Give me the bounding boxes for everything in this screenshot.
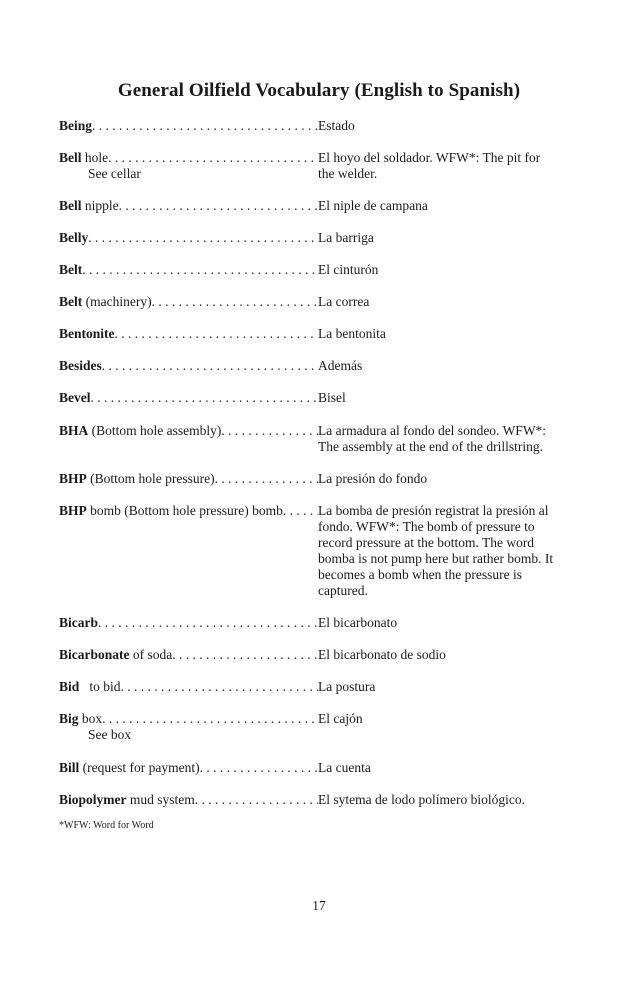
definition-line: fondo. WFW*: The bomb of pressure to [318, 519, 535, 534]
vocab-entry [59, 198, 579, 214]
spanish-definition [318, 615, 580, 631]
english-term [59, 326, 115, 342]
term-headword: Belt [59, 262, 83, 277]
spanish-definition [318, 150, 580, 182]
vocab-entry [59, 326, 579, 342]
vocab-entry [59, 262, 579, 278]
definition-line: bomba is not pump here but rather bomb. It [318, 551, 554, 566]
dot-leader [283, 503, 318, 599]
english-term [59, 679, 121, 695]
vocab-entry [59, 358, 579, 374]
footnote: *WFW: Word for Word [59, 820, 154, 831]
definition-line: La cuenta [318, 760, 371, 775]
term-qualifier: (machinery) [82, 294, 152, 309]
definition-line: La postura [318, 679, 376, 694]
vocab-entry [59, 471, 579, 487]
term-qualifier: of soda [129, 647, 173, 662]
spanish-definition [318, 760, 580, 776]
definition-line: La bentonita [318, 326, 386, 341]
dot-leader [200, 760, 318, 776]
term-qualifier: (Bottom hole assembly) [88, 423, 222, 438]
definition-line: La correa [318, 294, 370, 309]
english-term [59, 230, 88, 246]
spanish-definition [318, 294, 580, 310]
see-reference: See box [88, 727, 132, 742]
dot-leader [91, 390, 319, 406]
definition-line: The assembly at the end of the drillstring. [318, 439, 543, 454]
dot-leader [98, 615, 318, 631]
vocab-entry [59, 230, 579, 246]
dot-leader [221, 423, 318, 455]
english-term [59, 262, 82, 278]
definition-line: El bicarbonato de sodio [318, 647, 446, 662]
term-qualifier: hole [81, 150, 109, 165]
dot-leader [152, 294, 318, 310]
vocab-entry [59, 150, 579, 182]
definition-line: La presión do fondo [318, 471, 428, 486]
vocab-entry [59, 647, 579, 663]
dot-leader [119, 198, 318, 214]
vocab-entry [59, 711, 579, 743]
definition-line: the welder. [318, 166, 378, 181]
term-headword: Bevel [59, 390, 91, 405]
definition-line: captured. [318, 583, 368, 598]
term-headword: Besides [59, 358, 102, 373]
definition-line: Bisel [318, 390, 346, 405]
dot-leader [92, 118, 318, 134]
definition-line: El niple de campana [318, 198, 428, 213]
dot-leader [121, 679, 318, 695]
english-term [59, 647, 172, 663]
dot-leader [115, 326, 319, 342]
spanish-definition [318, 358, 580, 374]
english-term [59, 423, 221, 455]
dot-leader [88, 230, 318, 246]
english-term [59, 390, 91, 406]
spanish-definition [318, 679, 580, 695]
term-headword: Bill [59, 760, 80, 775]
spanish-definition [318, 792, 580, 808]
term-headword: Big [59, 711, 79, 726]
vocab-entry [59, 294, 579, 310]
dot-leader [102, 711, 318, 727]
term-qualifier: to bid [79, 679, 121, 694]
term-headword: Bicarbonate [59, 647, 130, 662]
english-term [59, 711, 102, 727]
definition-line: becomes a bomb when the pressure is [318, 567, 522, 582]
vocab-entry [59, 503, 579, 599]
spanish-definition [318, 198, 580, 214]
definition-line: El cajón [318, 711, 363, 726]
dot-leader [102, 358, 318, 374]
vocab-entry [59, 118, 579, 134]
english-term [59, 792, 195, 808]
dot-leader [215, 471, 318, 487]
term-headword: BHA [59, 423, 89, 438]
vocab-entry [59, 760, 579, 776]
term-headword: Bell [59, 150, 82, 165]
spanish-definition [318, 262, 580, 278]
english-term [59, 118, 92, 134]
spanish-definition [318, 390, 580, 406]
term-headword: Belt [59, 294, 83, 309]
definition-line: La armadura al fondo del sondeo. WFW*: [318, 423, 547, 438]
definition-line: La barriga [318, 230, 374, 245]
term-qualifier: (Bottom hole pressure) [86, 471, 215, 486]
vocab-entry [59, 792, 579, 808]
vocab-entry [59, 679, 579, 695]
term-headword: BHP [59, 471, 87, 486]
spanish-definition [318, 230, 580, 246]
term-headword: Being [59, 118, 93, 133]
term-headword: Belly [59, 230, 89, 245]
definition-line: record pressure at the bottom. The word [318, 535, 535, 550]
vocab-entry [59, 390, 579, 406]
definition-line: La bomba de presión registrat la presión al [318, 503, 549, 518]
term-qualifier: mud system [126, 792, 195, 807]
definition-line: El bicarbonato [318, 615, 398, 630]
dot-leader [195, 792, 318, 808]
spanish-definition [318, 503, 580, 599]
term-qualifier: box [78, 711, 103, 726]
term-headword: Bell [59, 198, 82, 213]
definition-line: Estado [318, 118, 355, 133]
term-qualifier: (request for payment) [79, 760, 200, 775]
page-title: General Oilfield Vocabulary (English to Spanish) [117, 80, 521, 101]
term-headword: BHP [59, 503, 87, 518]
spanish-definition [318, 471, 580, 487]
term-headword: Bentonite [59, 326, 115, 341]
term-qualifier: bomb (Bottom hole pressure) bomb [86, 503, 283, 518]
spanish-definition [318, 326, 580, 342]
page-number: 17 [312, 898, 326, 913]
english-term [59, 471, 215, 487]
english-term [59, 615, 98, 631]
english-term [59, 760, 200, 776]
dot-leader [172, 647, 318, 663]
english-term [59, 503, 283, 599]
dot-leader [82, 262, 318, 278]
definition-line: El cinturón [318, 262, 379, 277]
term-headword: Bid [59, 679, 80, 694]
vocab-entry [59, 423, 579, 455]
vocab-entry [59, 615, 579, 631]
english-term [59, 294, 152, 310]
see-reference: See cellar [88, 166, 141, 181]
term-headword: Bicarb [59, 615, 98, 630]
spanish-definition [318, 118, 580, 134]
definition-line: El sytema de lodo polímero biológico. [318, 792, 525, 807]
term-qualifier: nipple [81, 198, 119, 213]
spanish-definition [318, 423, 580, 455]
english-term [59, 198, 119, 214]
definition-line: Además [318, 358, 363, 373]
term-headword: Biopolymer [59, 792, 127, 807]
definition-line: El hoyo del soldador. WFW*: The pit for [318, 150, 541, 165]
spanish-definition [318, 647, 580, 663]
english-term [59, 358, 102, 374]
spanish-definition [318, 711, 580, 727]
